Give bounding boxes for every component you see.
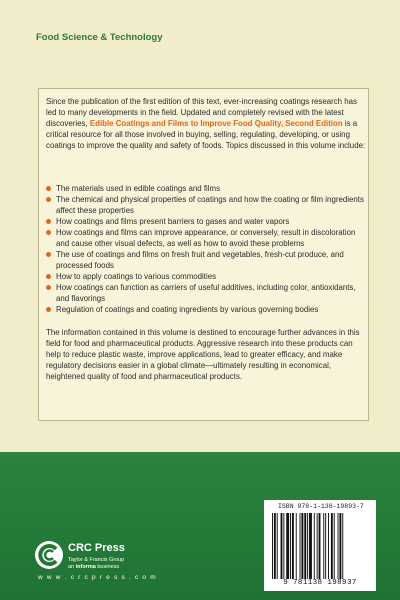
crc-press-logo-icon — [34, 540, 64, 570]
list-item: The use of coatings and films on fresh fruit and vegetables, fresh-cut produce, and processed foods — [46, 249, 364, 271]
bullet-icon — [46, 285, 51, 290]
list-item: The chemical and physical properties of coatings and how the coating or film ingredients affect these properties — [46, 194, 364, 216]
ean-number: 9 781138 198937 — [283, 579, 357, 587]
barcode-bar — [286, 513, 289, 579]
barcode-bar — [331, 513, 333, 579]
intro-paragraph — [46, 96, 366, 151]
book-title-highlight: Edible Coatings and Films to Improve Food Quality, Second Edition — [89, 119, 343, 128]
list-item: How coatings and films can improve appearance, or conversely, result in discoloration and cause other visual defects, as well as how to avoid these problems — [46, 227, 364, 249]
barcode-bar — [300, 513, 301, 579]
publisher-group — [68, 557, 124, 571]
isbn-text: ISBN 978-1-138-19893-7 — [278, 503, 364, 510]
barcode-bar — [301, 513, 303, 579]
barcode-bar — [292, 513, 294, 579]
barcode-bar — [323, 513, 324, 579]
barcode-bar — [296, 513, 297, 579]
intro-text-end: is a critical resource for all those involved in buying, selling, regulating, developing, or using coatings to improve the quality and safety of foods. Topics discussed in this volume include: — [46, 119, 366, 150]
publisher-group-name: Taylor & Francis Group — [68, 557, 125, 563]
list-item: Regulation of coatings and coating ingredients by various governing bodies — [46, 304, 364, 315]
barcode-bar — [283, 513, 284, 579]
publisher-business: an informa business — [68, 564, 120, 570]
barcode-bar — [338, 513, 339, 579]
bullet-icon — [46, 219, 51, 224]
barcode-bar — [339, 513, 341, 579]
closing-paragraph: The information contained in this volume is destined to encourage further advances in this field for food and pharmaceutical products. Aggressive research into these products can help to reduce plastic waste, improve applications, lead to greater efficacy, and make regulatory decisions easier in a global climate—ultimately resulting in economical, heightened quality of food and pharmaceutical products. — [46, 328, 360, 381]
publisher-name: CRC Press — [68, 542, 125, 554]
barcode-bar — [325, 513, 326, 579]
barcode-bar — [342, 513, 343, 579]
barcode-bars — [272, 513, 370, 579]
topics-list — [46, 183, 364, 315]
bullet-icon — [46, 307, 51, 312]
list-item: The materials used in edible coatings and films — [46, 183, 364, 194]
list-item: How to apply coatings to various commodities — [46, 271, 364, 282]
barcode-bar — [290, 513, 291, 579]
barcode-bar — [317, 513, 318, 579]
bullet-icon — [46, 186, 51, 191]
bullet-icon — [46, 274, 51, 279]
series-label: Food Science & Technology — [36, 32, 163, 43]
barcode-bar — [274, 513, 276, 579]
bullet-icon — [46, 230, 51, 235]
barcode-bar — [328, 513, 329, 579]
list-item: How coatings and films present barriers to gases and water vapors — [46, 216, 364, 227]
barcode-bar — [304, 513, 306, 579]
barcode-bar — [307, 513, 308, 579]
barcode-bar — [281, 513, 283, 579]
barcode-bar — [309, 513, 312, 579]
bullet-icon — [46, 197, 51, 202]
barcode-bar — [319, 513, 321, 579]
barcode-bar — [334, 513, 335, 579]
list-item: How coatings can function as carriers of useful additives, including color, antioxidants, and flavorings — [46, 282, 364, 304]
barcode-bar — [314, 513, 315, 579]
barcode-bar — [277, 513, 278, 579]
publisher-url: w w w . c r c p r e s s . c o m — [38, 574, 157, 581]
barcode-bar — [272, 513, 273, 579]
bullet-icon — [46, 252, 51, 257]
intro-text-start: Since the publication of the first edition of this text, ever-increasing coatings research has led to many developments in the field. Updated and completely revised with the latest discoveries, — [46, 97, 357, 128]
